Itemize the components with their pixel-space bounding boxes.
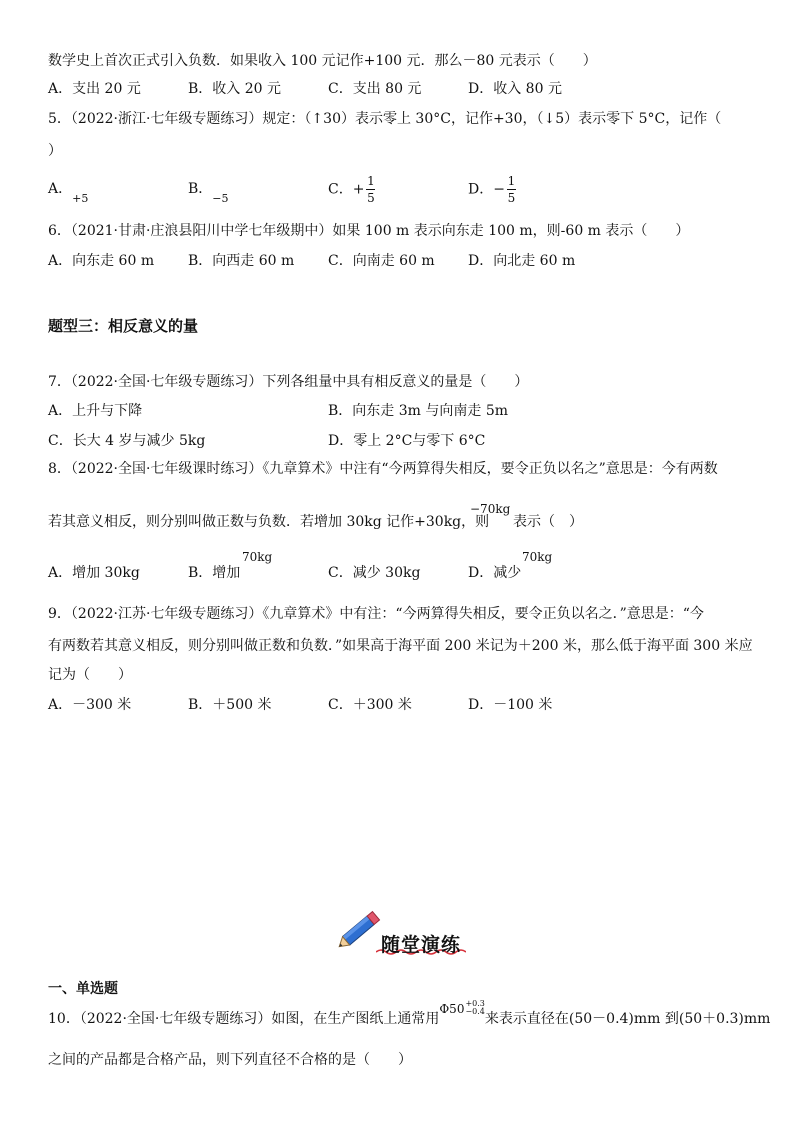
numerator: 1 [507,174,516,188]
denominator: 5 [367,191,375,205]
q8-text-line2: 若其意义相反，则分别叫做正数与负数．若增加 30kg 记作+30kg，则 [48,514,490,530]
q6-option-d[interactable]: D．向北走 60 m [468,253,576,269]
q10-text-post: 来表示直径在(50－0.4)mm 到(50＋0.3)mm [484,1011,771,1027]
tolerance-upper: +0.3 [465,999,485,1008]
math-sign: − [493,181,505,198]
q5-option-c[interactable] [328,174,375,205]
q7-option-b[interactable]: B．向东走 3m 与向南走 5m [328,403,509,419]
tolerance [465,1000,484,1016]
q9-text-line1: 9．（2022·江苏·七年级专题练习）《九章算术》中有注：“今两算得失相反，要令正负以名之．”意思是：“今 [48,606,704,622]
q6-text: 6．（2021·甘肃·庄浪县阳川中学七年级期中）如果 100 m 表示向东走 100 m，则-60 m 表示（ ） [48,223,690,239]
option-math: −5 [212,192,229,205]
math-sign: + [352,181,365,198]
q5-option-a[interactable] [48,180,89,205]
q8-math-value: −70kg [470,502,511,516]
q5-option-b[interactable] [188,180,229,205]
option-math: +5 [72,192,89,205]
banner-title: 随堂演练 [381,934,462,956]
option-label: D． [468,181,494,198]
q10-phi-notation [439,999,485,1016]
q9-option-c[interactable]: C．＋300 米 [328,697,412,713]
q9-option-a[interactable]: A．－300 米 [48,697,132,713]
q5-text-line2: ） [48,143,62,159]
q7-option-c[interactable]: C．长大 4 岁与减少 5kg [48,433,206,449]
q4-option-d[interactable]: D．收入 80 元 [468,81,562,97]
section-single-choice-title: 一、单选题 [48,981,118,997]
q8-text-line2-end: 表示（ ） [513,514,583,530]
q8-option-b-math: 70kg [242,550,273,564]
q4-option-c[interactable]: C．支出 80 元 [328,81,422,97]
option-label: A． [48,181,73,197]
option-label: C． [328,181,353,198]
q8-option-d[interactable] [468,564,521,582]
q4-option-a[interactable]: A．支出 20 元 [48,81,141,97]
q7-option-a[interactable]: A．上升与下降 [48,403,143,419]
pencil-icon [336,905,386,953]
q10-text-line1 [48,999,771,1028]
q9-text-line3: 记为（ ） [48,667,132,683]
q7-text: 7．（2022·全国·七年级专题练习）下列各组量中具有相反意义的量是（ ） [48,374,529,390]
q9-option-b[interactable]: B．＋500 米 [188,697,272,713]
q8-option-d-math: 70kg [522,550,553,564]
q9-option-d[interactable]: D．－100 米 [468,697,553,713]
q4-option-b[interactable]: B．收入 20 元 [188,81,282,97]
phi-value: Φ50 [439,1002,465,1016]
q4-text: 数学史上首次正式引入负数．如果收入 100 元记作+100 元．那么－80 元表示（ ） [48,53,597,69]
q5-text-line1: 5．（2022·浙江·七年级专题练习）规定：（↑30）表示零上 30°C，记作+30，（↓5）表示零下 5°C，记作（ [48,111,722,127]
q8-option-a[interactable]: A．增加 30kg [48,565,140,581]
denominator: 5 [507,191,516,205]
section-title: 题型三：相反意义的量 [48,317,199,335]
q7-option-d[interactable]: D．零上 2°C与零下 6°C [328,433,486,449]
q10-text-pre: 10．（2022·全国·七年级专题练习）如图，在生产图纸上通常用 [48,1011,440,1027]
q8-option-c[interactable]: C．减少 30kg [328,565,421,581]
q8-option-b[interactable] [188,564,240,582]
fraction [366,174,375,205]
q10-text-line2: 之间的产品都是合格产品，则下列直径不合格的是（ ） [48,1052,412,1068]
option-label: B． [188,181,213,197]
fraction [507,174,516,205]
numerator: 1 [367,174,375,188]
q5-option-d[interactable] [468,174,516,205]
option-label: B．增加 [188,565,241,581]
q9-text-line2: 有两数若其意义相反，则分别叫做正数和负数．”如果高于海平面 200 米记为＋200 米，那么低于海平面 300 米应 [48,638,753,654]
q6-option-c[interactable]: C．向南走 60 m [328,253,435,269]
tolerance-lower: −0.4 [465,1007,485,1016]
q6-option-a[interactable]: A．向东走 60 m [48,253,155,269]
q6-option-b[interactable]: B．向西走 60 m [188,253,295,269]
q8-text-line1: 8．（2022·全国·七年级课时练习）《九章算术》中注有“今两算得失相反，要令正负以名之”意思是：今有两数 [48,461,718,477]
option-label: D．减少 [468,565,522,581]
